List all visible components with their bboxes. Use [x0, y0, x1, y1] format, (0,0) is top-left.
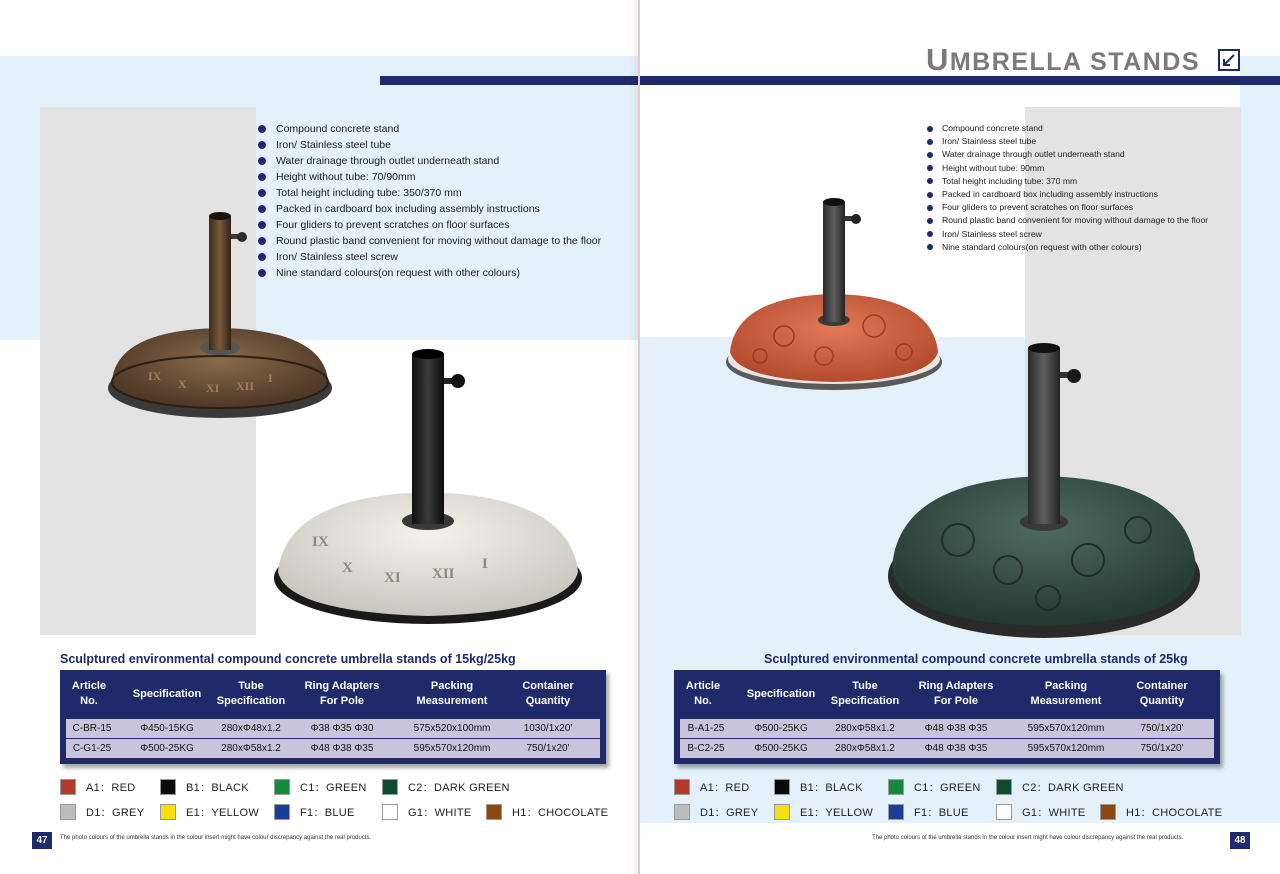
table-row	[680, 738, 1214, 758]
swatch-label: B1：BLACK	[186, 782, 249, 794]
header-line: No.	[80, 695, 98, 707]
header-line: Specification	[216, 695, 286, 707]
swatch-label: C1：GREEN	[300, 782, 367, 794]
swatch-label: C2：DARK GREEN	[1022, 782, 1124, 794]
table-row	[680, 718, 1214, 738]
table-header-cell	[1120, 679, 1204, 709]
swatch-box	[60, 804, 76, 820]
table-header-row	[674, 670, 1220, 718]
swatch-row	[60, 779, 620, 804]
swatch-box	[160, 779, 176, 795]
feature-item: Compound concrete stand	[258, 121, 638, 137]
table-cell: 280xΦ58x1.2	[221, 743, 281, 754]
svg-text:X: X	[178, 377, 187, 391]
header-line: Ring Adapters	[304, 680, 380, 692]
swatch-box	[774, 804, 790, 820]
table-cell: 595x570x120mm	[413, 743, 491, 754]
feature-item: Nine standard colours(on request with other colours)	[258, 265, 638, 281]
table-cell: Φ500-25KG	[754, 723, 808, 734]
svg-text:I: I	[268, 371, 273, 385]
spec-table-right	[674, 670, 1220, 764]
table-header-cell	[1012, 679, 1120, 709]
swatch-box	[160, 804, 176, 820]
header-line: Ring Adapters	[918, 680, 994, 692]
colour-swatch	[60, 779, 135, 795]
table-cell: B-C2-25	[687, 743, 725, 754]
header-line: Container	[522, 680, 574, 692]
header-bar-left	[380, 76, 640, 85]
swatch-row	[674, 804, 1234, 829]
header-line: Article	[685, 680, 721, 692]
feature-item: Water drainage through outlet underneath stand	[258, 153, 638, 169]
colour-swatch	[996, 779, 1124, 795]
swatch-box	[888, 779, 904, 795]
table-header-row	[60, 670, 606, 718]
green-umbrella-stand-image	[888, 340, 1202, 644]
svg-text:IX: IX	[312, 534, 329, 550]
swatch-box	[486, 804, 502, 820]
svg-text:I: I	[482, 556, 488, 572]
header-line: Measurement	[416, 695, 488, 707]
feature-item: Four gliders to prevent scratches on floor surfaces	[258, 217, 638, 233]
header-line: Tube	[852, 680, 878, 692]
table-cell: 750/1x20'	[1140, 743, 1184, 754]
colour-swatch	[888, 804, 969, 820]
section-title-left: Sculptured environmental compound concrete umbrella stands of 15kg/25kg	[60, 652, 516, 666]
table-header-cell	[732, 687, 830, 702]
header-line: Measurement	[1030, 695, 1102, 707]
swatch-label: H1：CHOCOLATE	[1126, 807, 1223, 819]
header-line: Specification	[830, 695, 900, 707]
page-spine	[638, 0, 640, 874]
swatch-box	[888, 804, 904, 820]
feature-item: Round plastic band convenient for moving without damage to the floor	[927, 214, 1267, 227]
table-row	[66, 718, 600, 738]
header-line: Quantity	[1139, 695, 1185, 707]
table-cell: B-A1-25	[687, 723, 725, 734]
colour-swatch	[888, 779, 981, 795]
table-header-cell	[506, 679, 590, 709]
header-line: Article	[71, 680, 107, 692]
swatch-box	[674, 804, 690, 820]
table-header-cell	[286, 679, 398, 709]
header-line: No.	[694, 695, 712, 707]
colour-swatch	[674, 779, 749, 795]
table-header-cell	[830, 679, 900, 709]
swatch-label: C1：GREEN	[914, 782, 981, 794]
swatch-label: F1：BLUE	[914, 807, 969, 819]
header-line: Packing	[1044, 680, 1088, 692]
header-line: Quantity	[525, 695, 571, 707]
colour-swatch	[774, 804, 873, 820]
colour-swatches-right	[674, 779, 1234, 829]
swatch-label: E1：YELLOW	[800, 807, 874, 819]
colour-swatch	[996, 804, 1086, 820]
table-cell: Φ500-25KG	[754, 743, 808, 754]
colour-swatch	[274, 804, 355, 820]
svg-text:XI: XI	[206, 381, 220, 395]
svg-text:X: X	[342, 560, 353, 576]
svg-text:XI: XI	[384, 570, 401, 586]
table-cell: C-BR-15	[72, 723, 112, 734]
right-page	[640, 0, 1280, 874]
feature-item: Total height including tube: 350/370 mm	[258, 185, 638, 201]
table-cell: Φ450-15KG	[140, 723, 194, 734]
swatch-box	[382, 779, 398, 795]
colour-swatch	[382, 804, 472, 820]
swatch-label: G1：WHITE	[408, 807, 472, 819]
swatch-box	[674, 779, 690, 795]
feature-item: Four gliders to prevent scratches on floor surfaces	[927, 201, 1267, 214]
colour-swatches-left	[60, 779, 620, 829]
table-header-cell	[398, 679, 506, 709]
table-cell: Φ38 Φ35 Φ30	[310, 723, 374, 734]
colour-swatch	[60, 804, 144, 820]
swatch-box	[1100, 804, 1116, 820]
spec-table-left	[60, 670, 606, 764]
table-header-cell	[674, 679, 732, 709]
table-header-cell	[60, 679, 118, 709]
colour-swatch	[774, 779, 863, 795]
svg-text:XII: XII	[432, 566, 455, 582]
table-cell: Φ48 Φ38 Φ35	[924, 723, 988, 734]
table-cell: 595x570x120mm	[1027, 723, 1105, 734]
table-cell: 1030/1x20'	[523, 723, 573, 734]
colour-swatch	[486, 804, 608, 820]
swatch-label: D1：GREY	[700, 807, 759, 819]
swatch-box	[274, 779, 290, 795]
footnote: The photo colours of the umbrella stands in the colour insert might have colour discrepancy against the real products.	[872, 835, 1184, 841]
footnote: The photo colours of the umbrella stands in the colour insert might have colour discrepancy against the real products.	[60, 835, 372, 841]
colour-swatch	[274, 779, 367, 795]
swatch-box	[774, 779, 790, 795]
table-cell: 280xΦ58x1.2	[835, 723, 895, 734]
table-cell: Φ48 Φ38 Φ35	[310, 743, 374, 754]
colour-swatch	[160, 779, 249, 795]
feature-item: Iron/ Stainless steel screw	[258, 249, 638, 265]
swatch-label: G1：WHITE	[1022, 807, 1086, 819]
colour-swatch	[674, 804, 758, 820]
feature-item: Water drainage through outlet underneath stand	[927, 148, 1267, 161]
swatch-label: F1：BLUE	[300, 807, 355, 819]
colour-swatch	[1100, 804, 1222, 820]
white-umbrella-stand-image	[272, 346, 584, 646]
table-cell: 280xΦ58x1.2	[835, 743, 895, 754]
table-header-cell	[900, 679, 1012, 709]
page-number: 47	[32, 832, 52, 849]
svg-text:IX: IX	[148, 369, 162, 383]
header-line: Container	[1136, 680, 1188, 692]
header-line: Specification	[746, 687, 816, 700]
feature-item: Compound concrete stand	[927, 122, 1267, 135]
swatch-box	[60, 779, 76, 795]
header-line: For Pole	[319, 695, 364, 707]
swatch-label: A1：RED	[86, 782, 136, 794]
feature-item: Iron/ Stainless steel screw	[927, 228, 1267, 241]
swatch-label: A1：RED	[700, 782, 750, 794]
swatch-box	[996, 779, 1012, 795]
header-line: For Pole	[933, 695, 978, 707]
page-title: UMBRELLA STANDS	[925, 42, 1200, 77]
feature-item: Packed in cardboard box including assembly instructions	[258, 201, 638, 217]
swatch-label: D1：GREY	[86, 807, 145, 819]
header-line: Packing	[430, 680, 474, 692]
feature-list-right	[927, 122, 1267, 254]
swatch-row	[60, 804, 620, 829]
table-row	[66, 738, 600, 758]
swatch-label: B1：BLACK	[800, 782, 863, 794]
table-cell: 750/1x20'	[1140, 723, 1184, 734]
feature-item: Iron/ Stainless steel tube	[927, 135, 1267, 148]
table-cell: 595x570x120mm	[1027, 743, 1105, 754]
feature-item: Height without tube: 70/90mm	[258, 169, 638, 185]
feature-item: Total height including tube: 370 mm	[927, 175, 1267, 188]
page-number: 48	[1230, 832, 1250, 849]
table-header-cell	[216, 679, 286, 709]
header-line: Specification	[132, 687, 202, 700]
feature-item: Round plastic band convenient for moving without damage to the floor	[258, 233, 638, 249]
feature-item: Nine standard colours(on request with other colours)	[927, 241, 1267, 254]
swatch-box	[274, 804, 290, 820]
feature-item: Height without tube: 90mm	[927, 162, 1267, 175]
table-cell: 575x520x100mm	[413, 723, 491, 734]
table-header-cell	[118, 687, 216, 702]
section-title-right: Sculptured environmental compound concrete umbrella stands of 25kg	[764, 652, 1188, 666]
header-line: Tube	[238, 680, 264, 692]
table-cell: Φ48 Φ38 Φ35	[924, 743, 988, 754]
table-cell: C-G1-25	[72, 743, 112, 754]
swatch-box	[382, 804, 398, 820]
svg-text:XII: XII	[236, 379, 255, 393]
colour-swatch	[382, 779, 510, 795]
swatch-label: H1：CHOCOLATE	[512, 807, 609, 819]
table-cell: 280xΦ48x1.2	[221, 723, 281, 734]
swatch-box	[996, 804, 1012, 820]
feature-item: Packed in cardboard box including assembly instructions	[927, 188, 1267, 201]
swatch-row	[674, 779, 1234, 804]
feature-item: Iron/ Stainless steel tube	[258, 137, 638, 153]
swatch-label: E1：YELLOW	[186, 807, 260, 819]
table-cell: Φ500-25KG	[140, 743, 194, 754]
colour-swatch	[160, 804, 259, 820]
table-cell: 750/1x20'	[526, 743, 570, 754]
swatch-label: C2：DARK GREEN	[408, 782, 510, 794]
corner-arrow-icon	[1218, 49, 1240, 71]
